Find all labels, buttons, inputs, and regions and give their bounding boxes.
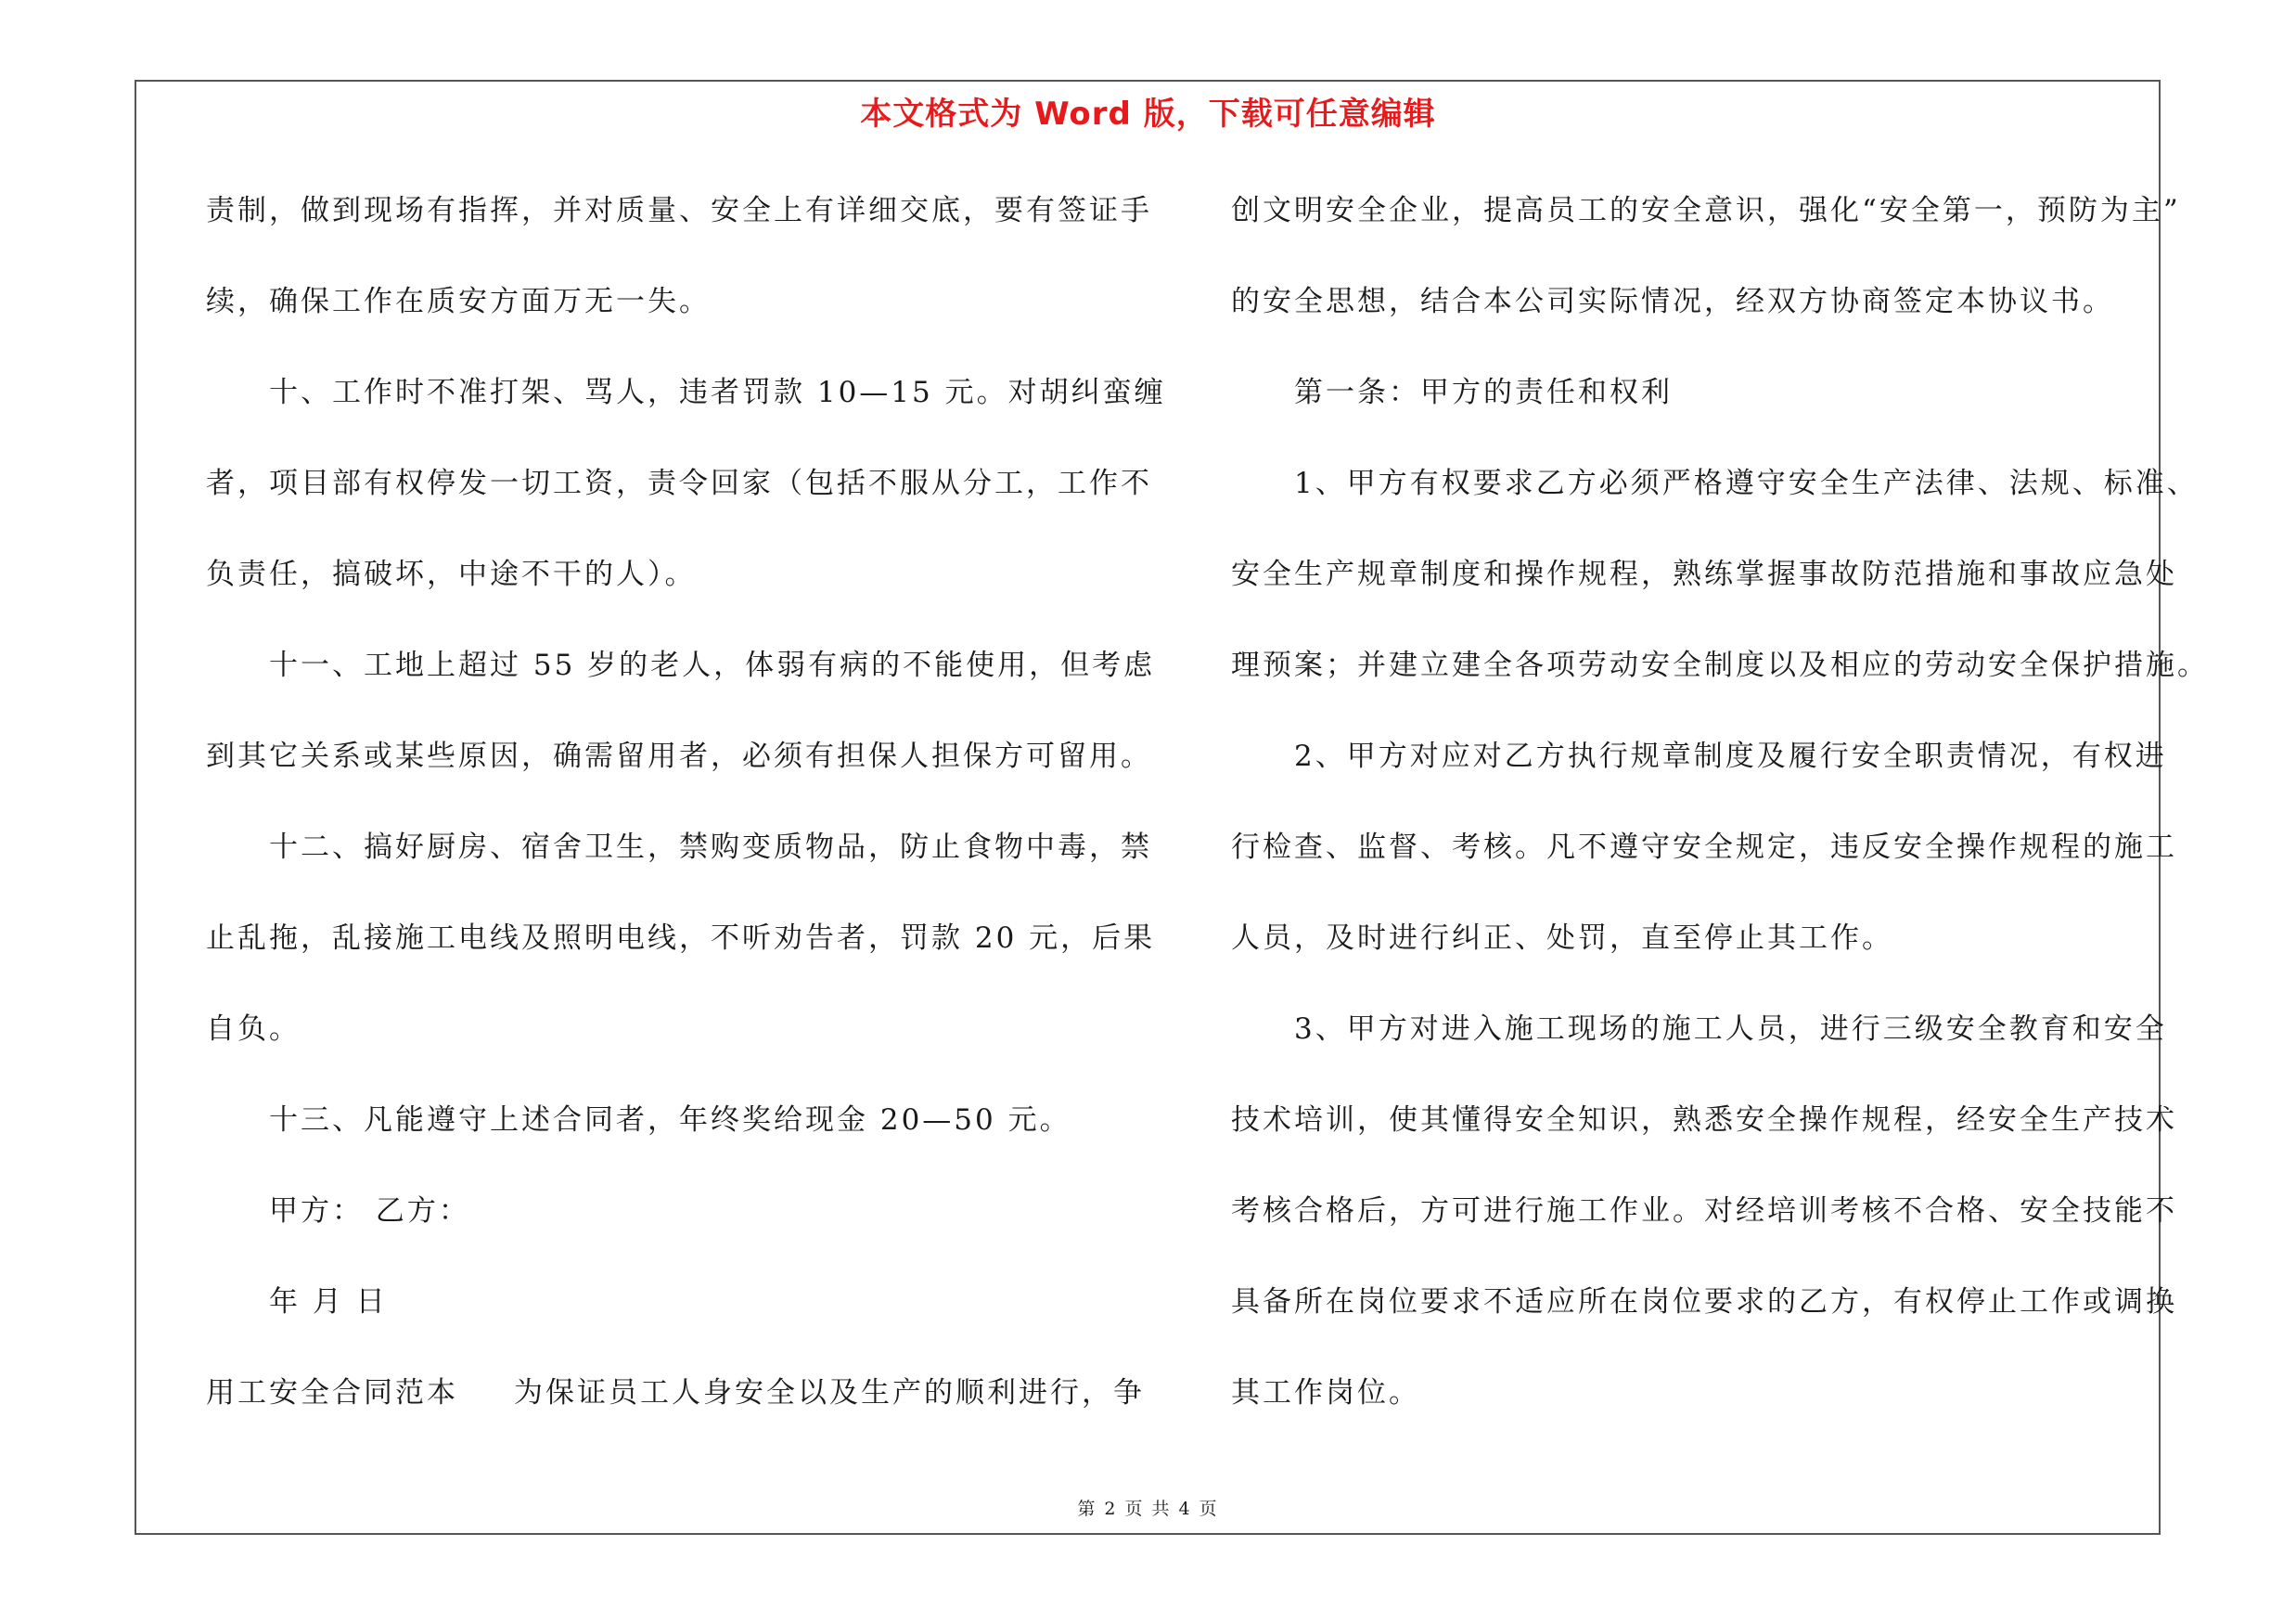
left-line: 止乱拖，乱接施工电线及照明电线，不听劝告者，罚款 20 元，后果 — [206, 921, 1156, 955]
left-line: 年 月 日 — [269, 1285, 388, 1319]
left-column — [206, 182, 1166, 1455]
left-line: 十三、凡能遵守上述合同者，年终奖给现金 20—50 元。 — [269, 1103, 1071, 1137]
right-column — [1231, 182, 2209, 1455]
left-line: 十二、搞好厨房、宿舍卫生，禁购变质物品，防止食物中毒，禁 — [269, 831, 1152, 864]
right-line: 其工作岗位。 — [1231, 1376, 1420, 1410]
right-line: 具备所在岗位要求不适应所在岗位要求的乙方，有权停止工作或调换 — [1231, 1285, 2177, 1319]
right-line: 行检查、监督、考核。凡不遵守安全规定，违反安全操作规程的施工 — [1231, 831, 2177, 864]
left-line: 续，确保工作在质安方面万无一失。 — [206, 285, 711, 318]
right-line: 创文明安全企业，提高员工的安全意识，强化“安全第一，预防为主” — [1231, 194, 2181, 227]
right-line: 第一条：甲方的责任和权利 — [1294, 376, 1673, 409]
right-line: 1、甲方有权要求乙方必须严格遵守安全生产法律、法规、标准、 — [1294, 467, 2199, 500]
contract-intro: 为保证员工人身安全以及生产的顺利进行，争 — [514, 1376, 1145, 1410]
right-line: 的安全思想，结合本公司实际情况，经双方协商签定本协议书。 — [1231, 285, 2114, 318]
left-line: 自负。 — [206, 1012, 301, 1046]
right-line: 3、甲方对进入施工现场的施工人员，进行三级安全教育和安全 — [1294, 1012, 2167, 1046]
page-banner: 本文格式为 Word 版，下载可任意编辑 — [860, 96, 1436, 133]
left-line: 十一、工地上超过 55 岁的老人，体弱有病的不能使用，但考虑 — [269, 649, 1156, 682]
right-line: 安全生产规章制度和操作规程，熟练掌握事故防范措施和事故应急处 — [1231, 558, 2177, 591]
left-line: 到其它关系或某些原因，确需留用者，必须有担保人担保方可留用。 — [206, 740, 1152, 773]
left-line: 十、工作时不准打架、骂人，违者罚款 10—15 元。对胡纠蛮缠 — [269, 376, 1166, 409]
right-line: 人员，及时进行纠正、处罚，直至停止其工作。 — [1231, 921, 1893, 955]
left-last-line — [206, 1364, 1145, 1455]
left-line: 负责任，搞破坏，中途不干的人）。 — [206, 558, 697, 591]
right-line: 考核合格后，方可进行施工作业。对经培训考核不合格、安全技能不 — [1231, 1194, 2177, 1228]
right-line: 2、甲方对应对乙方执行规章制度及履行安全职责情况，有权进 — [1294, 740, 2167, 773]
right-line: 技术培训，使其懂得安全知识，熟悉安全操作规程，经安全生产技术 — [1231, 1103, 2177, 1137]
right-line: 理预案；并建立建全各项劳动安全制度以及相应的劳动安全保护措施。 — [1231, 649, 2209, 682]
contract-title: 用工安全合同范本 — [206, 1376, 458, 1410]
left-line: 责制，做到现场有指挥，并对质量、安全上有详细交底，要有签证手 — [206, 194, 1152, 227]
left-line: 者，项目部有权停发一切工资，责令回家（包括不服从分工，工作不 — [206, 467, 1152, 500]
page-footer: 第 2 页 共 4 页 — [1077, 1499, 1219, 1519]
left-line: 甲方： 乙方： — [269, 1194, 470, 1228]
